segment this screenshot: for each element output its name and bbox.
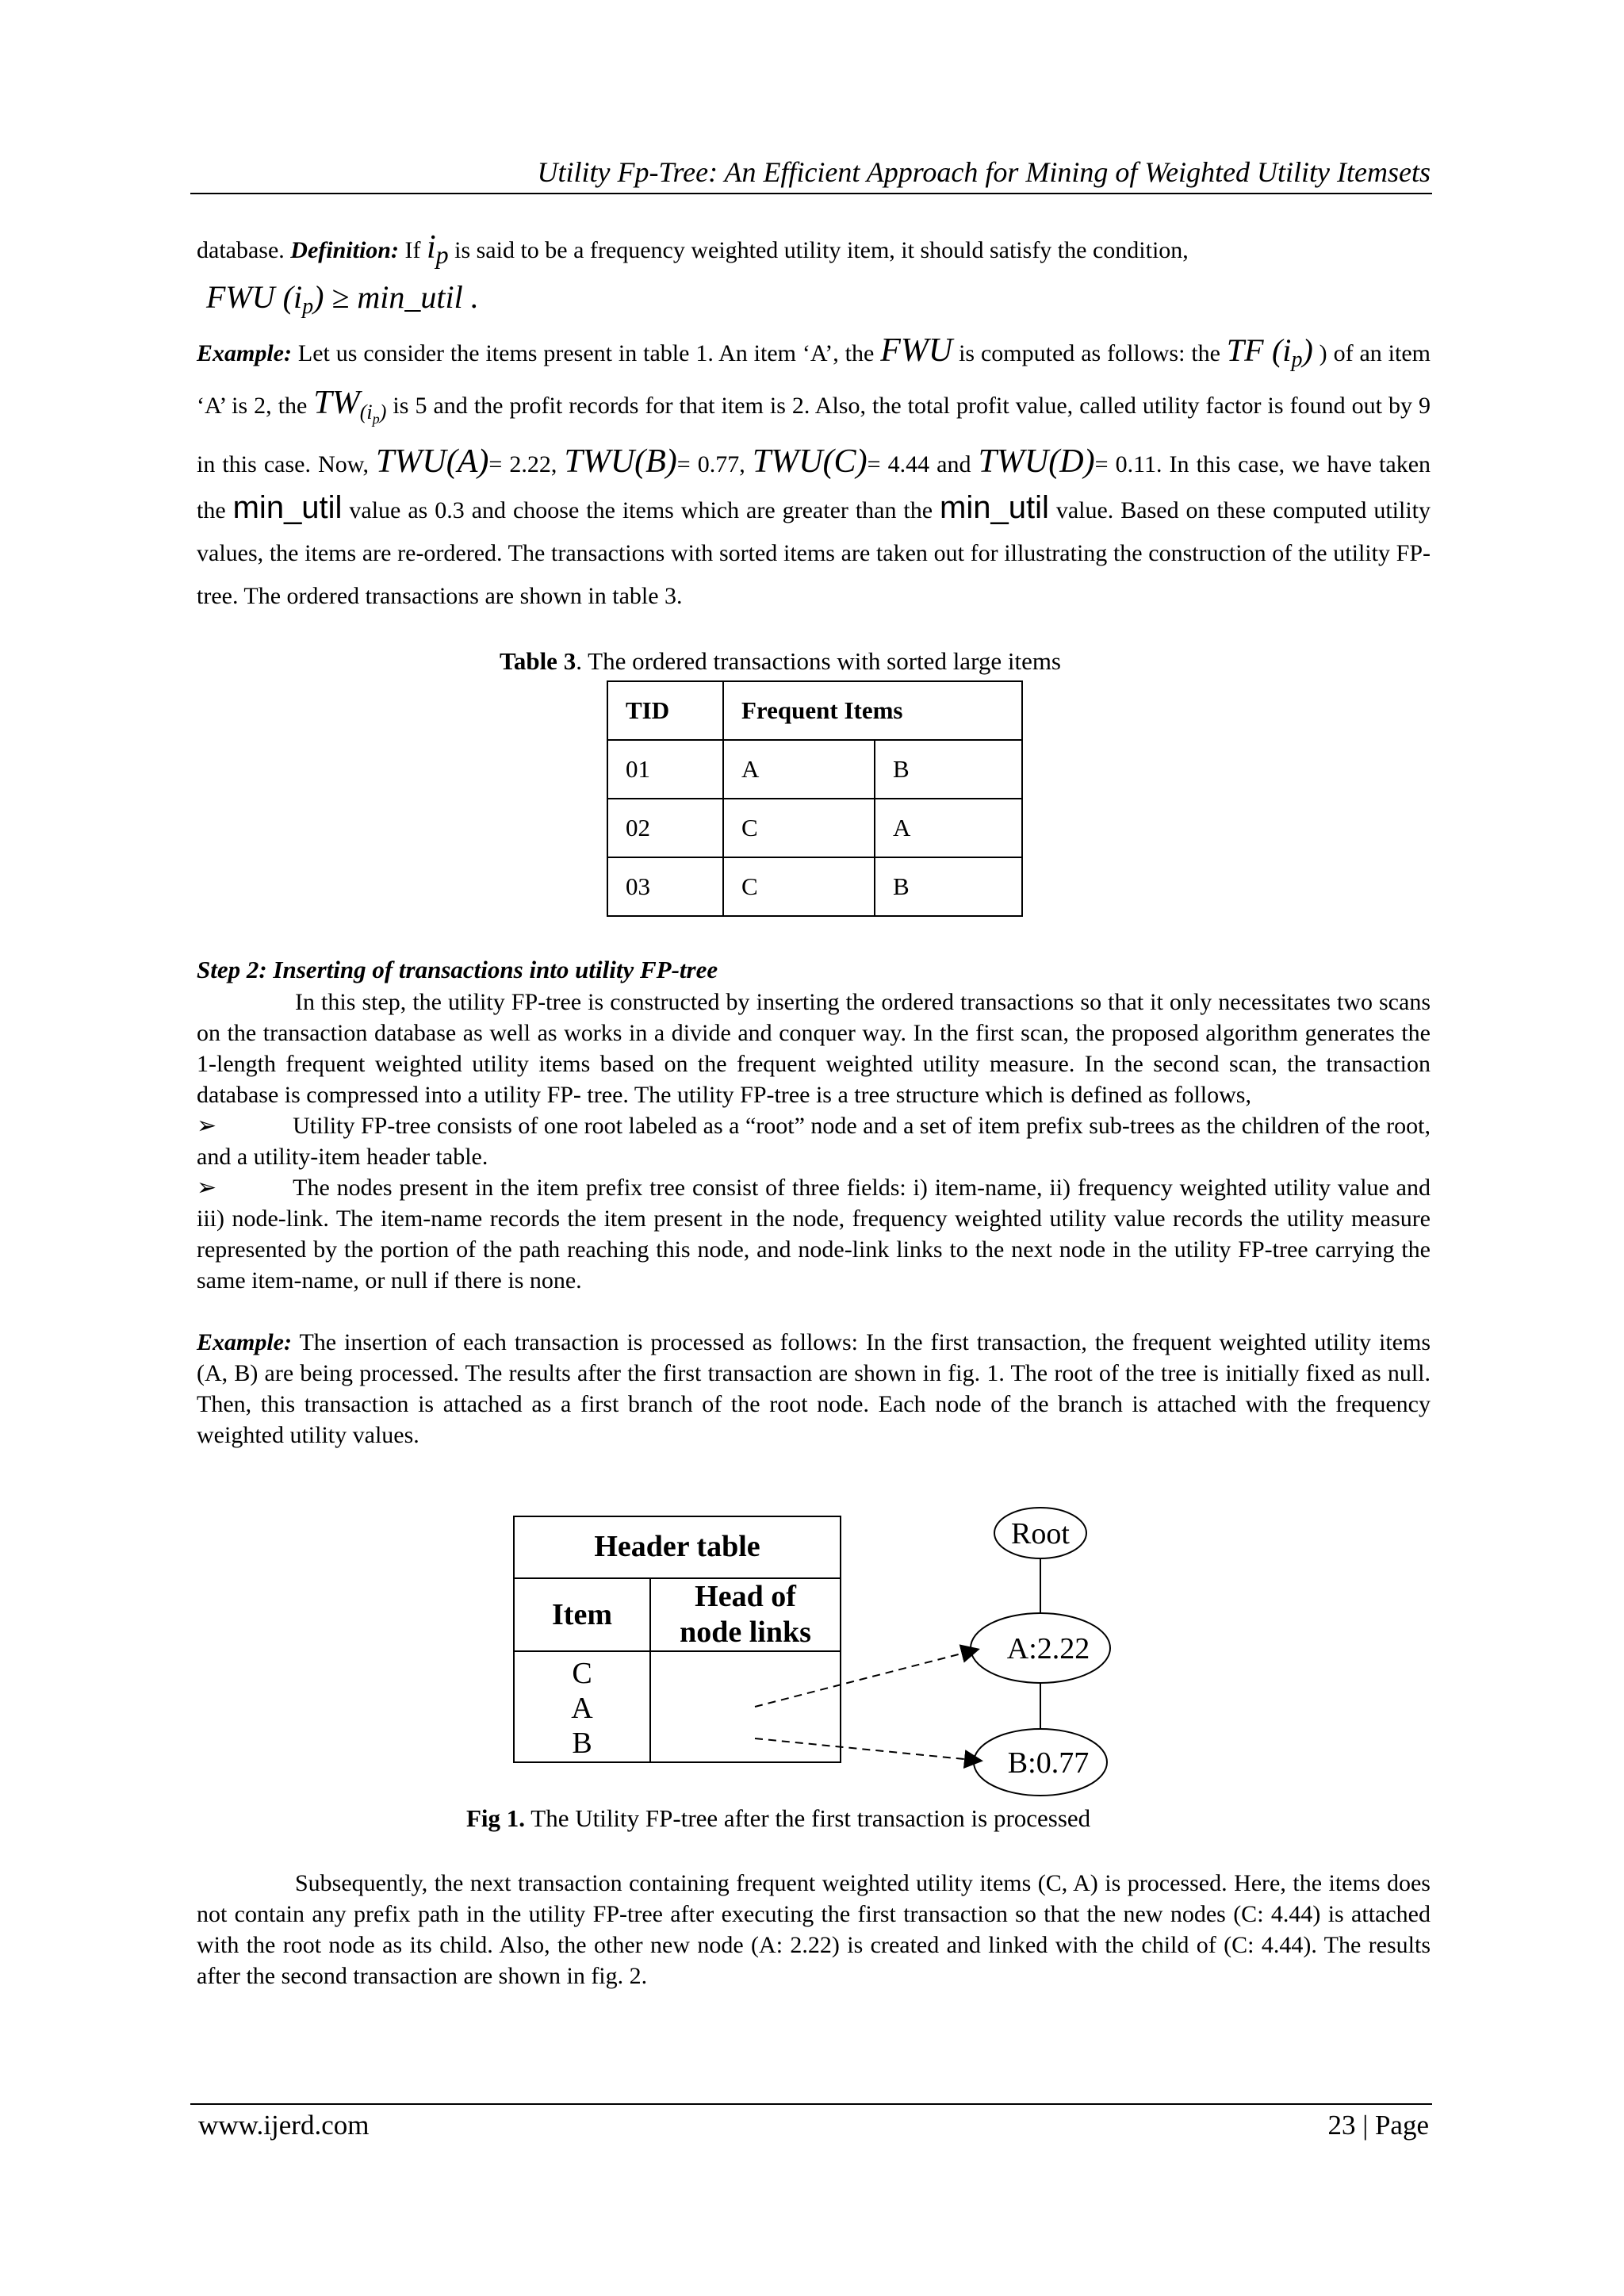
col-frequent-items: Frequent Items — [723, 681, 1022, 740]
bullet-1 — [197, 1110, 1431, 1172]
node-b-label: B:0.77 — [1007, 1746, 1090, 1780]
last-paragraph: Subsequently, the next transaction containing frequent weighted utility items (C, A) is processed. Here, the items does not contain any prefix path in the utility FP-tree after executing the first transaction so that the new nodes (C: 4.44) is attached with the root node as its child. Also, the other new node (A: 2.22) is created and linked with the child of (C: 4.44). The results after the second transaction are shown in fig. 2. — [197, 1870, 1431, 1989]
example-s2: is computed as follows: the — [959, 340, 1220, 366]
fwu-symbol: FWU — [880, 332, 953, 369]
example-s5: value as 0.3 and choose the items which are greater than the — [349, 497, 933, 524]
example-label: Example: — [197, 340, 292, 366]
bullet-icon: ➢ — [197, 1175, 217, 1201]
example-s6: value. Based on these computed utility values, the items are re-ordered. The transactions with sorted items are taken out for illustrating the construction of the utility FP-tree. The ordered transactions are shown in table 3. — [197, 497, 1431, 610]
condition-formula: FWU (i — [206, 279, 303, 315]
table-header-row — [607, 681, 1022, 740]
step2-heading: Step 2: Inserting of transactions into utility FP-tree — [197, 956, 718, 983]
step2-paragraph — [197, 987, 1431, 1451]
cell: C — [723, 799, 875, 857]
example2-text: The insertion of each transaction is processed as follows: In the first transaction, the frequent weighted utility items (A, B) are being processed. The results after the first transaction are shown in fig. 1. The root of the tree is initially fixed as null. Then, this transaction is attached as a first branch of the root node. Each node of the branch is attached with the frequency weighted utility values. — [197, 1329, 1431, 1448]
header-item-a: A — [571, 1692, 593, 1725]
header-table-title: Header table — [594, 1530, 760, 1563]
table3-caption — [500, 647, 1061, 676]
cell: A — [723, 740, 875, 799]
condition-sub: p — [302, 294, 314, 319]
twu-b-value: = 0.77, — [676, 451, 745, 478]
root-label: Root — [1011, 1517, 1070, 1550]
col-tid: TID — [607, 681, 723, 740]
table-row — [607, 857, 1022, 916]
bullet-1-text: Utility FP-tree consists of one root labeled as a “root” node and a set of item prefix sub-trees as the children of the root, and a utility-item header table. — [197, 1113, 1431, 1170]
header-item-c: C — [572, 1657, 592, 1690]
table3-caption-text: . The ordered transactions with sorted large items — [576, 647, 1061, 675]
col-head-line2: node links — [680, 1616, 811, 1649]
cell: B — [875, 740, 1022, 799]
tw-sub-p: p — [372, 411, 380, 427]
example2-label: Example: — [197, 1329, 292, 1355]
fig1-diagram — [508, 1507, 1126, 1800]
tw-sub: (i — [359, 401, 373, 424]
definition-paragraph — [197, 226, 1431, 328]
example-s3: ) of an item ‘A’ is 2, the — [197, 340, 1431, 419]
tf-symbol: TF (i — [1226, 332, 1292, 368]
tf-sub: p — [1291, 347, 1303, 372]
node-a-label: A:2.22 — [1006, 1632, 1090, 1665]
tw-symbol: TW — [313, 385, 360, 421]
cell: 02 — [607, 799, 723, 857]
cell: A — [875, 799, 1022, 857]
twu-c: TWU(C) — [752, 443, 868, 481]
fig1-caption — [466, 1804, 1090, 1833]
var-ip-sub: p — [435, 240, 449, 269]
var-ip: i — [426, 229, 436, 266]
twu-a: TWU(A) — [376, 443, 489, 481]
cell: 01 — [607, 740, 723, 799]
running-header: Utility Fp-Tree: An Efficient Approach for Mining of Weighted Utility Itemsets — [537, 156, 1431, 188]
node-link-b — [755, 1738, 980, 1761]
header-rule — [190, 193, 1432, 194]
table3 — [607, 680, 1023, 917]
col-item-label: Item — [552, 1598, 612, 1631]
col-head-line1: Head of — [695, 1580, 796, 1613]
example-paragraph: Example: Let us consider the items present in table 1. An item ‘A’, the FWU is computed as follows: the TF $(i_p)$ ) of an item ‘A’ is 2, the $TW_{(i_p)}$ is 5 and the profit records for that item is 2. Also, the total profit value, called utility factor is found out by 9 in this case. Now, TWU(A)= 2.22, TWU(B)= 0.77, TWU(C)= 4.44 and TWU(D)= 0.11. In this case, we have taken the min_util value as 0.3 and choose the items which are greater than the min_util value. Based on these computed utility values, the items are re-ordered. The transactions with sorted items are taken out for illustrating the construction of the utility FP-tree. The ordered transactions are shown in table 3. — [197, 332, 1431, 610]
table-row — [607, 799, 1022, 857]
twu-d-value: = 0.11. In this case, we have taken the — [197, 451, 1431, 524]
definition-rest: is said to be a frequency weighted utility item, it should satisfy the condition, — [454, 237, 1189, 263]
twu-c-value: = 4.44 and — [867, 451, 971, 478]
example-s4: is 5 and the profit records for that item is 2. Also, the total profit value, called utility factor is found out by 9 in this case. Now, — [197, 393, 1431, 478]
twu-b: TWU(B) — [564, 443, 677, 481]
cell: B — [875, 857, 1022, 916]
cell: C — [723, 857, 875, 916]
bullet-2 — [197, 1172, 1431, 1296]
node-link-a — [755, 1650, 977, 1707]
definition-label: Definition: — [290, 237, 399, 263]
definition-if: If — [404, 237, 421, 263]
min-util-symbol-2: min_util — [940, 490, 1049, 526]
bullet-icon: ➢ — [197, 1113, 217, 1139]
min-util-symbol: min_util — [232, 490, 343, 526]
header-item-b: B — [572, 1727, 592, 1760]
journal-url: www.ijerd.com — [198, 2110, 370, 2141]
condition-formula-rest: ) ≥ min_util . — [313, 279, 479, 315]
step2-para1: In this step, the utility FP-tree is constructed by inserting the ordered transactions so that it only necessitates two scans on the transaction database as well as works in a divide and conquer way. In the first scan, the proposed algorithm generates the 1-length frequent weighted utility items based on the frequent weighted utility measure. In the second scan, the transaction database is compressed into a utility FP- tree. The utility FP-tree is a tree structure which is defined as follows, — [197, 989, 1431, 1108]
twu-a-value: = 2.22, — [488, 451, 557, 478]
footer-rule — [190, 2103, 1432, 2105]
fig1-caption-label: Fig 1. — [466, 1804, 526, 1832]
table3-caption-label: Table 3 — [500, 647, 576, 675]
fig1-caption-text: The Utility FP-tree after the first transaction is processed — [530, 1804, 1091, 1832]
cell: 03 — [607, 857, 723, 916]
example2-paragraph — [197, 1327, 1431, 1451]
twu-d: TWU(D) — [978, 443, 1095, 481]
table-row — [607, 740, 1022, 799]
example-s1: Let us consider the items present in table 1. An item ‘A’, the — [297, 340, 875, 366]
bullet-2-text: The nodes present in the item prefix tree consist of three fields: i) item-name, ii) frequency weighted utility value and iii) node-link. The item-name records the item present in the node, frequency weighted utility value records the utility measure represented by the portion of the path reaching this node, and node-link links to the next node in the utility FP-tree carrying the same item-name, or null if there is none. — [197, 1175, 1431, 1294]
page-number: 23 | Page — [1327, 2110, 1429, 2141]
definition-pre: database. — [197, 237, 285, 263]
